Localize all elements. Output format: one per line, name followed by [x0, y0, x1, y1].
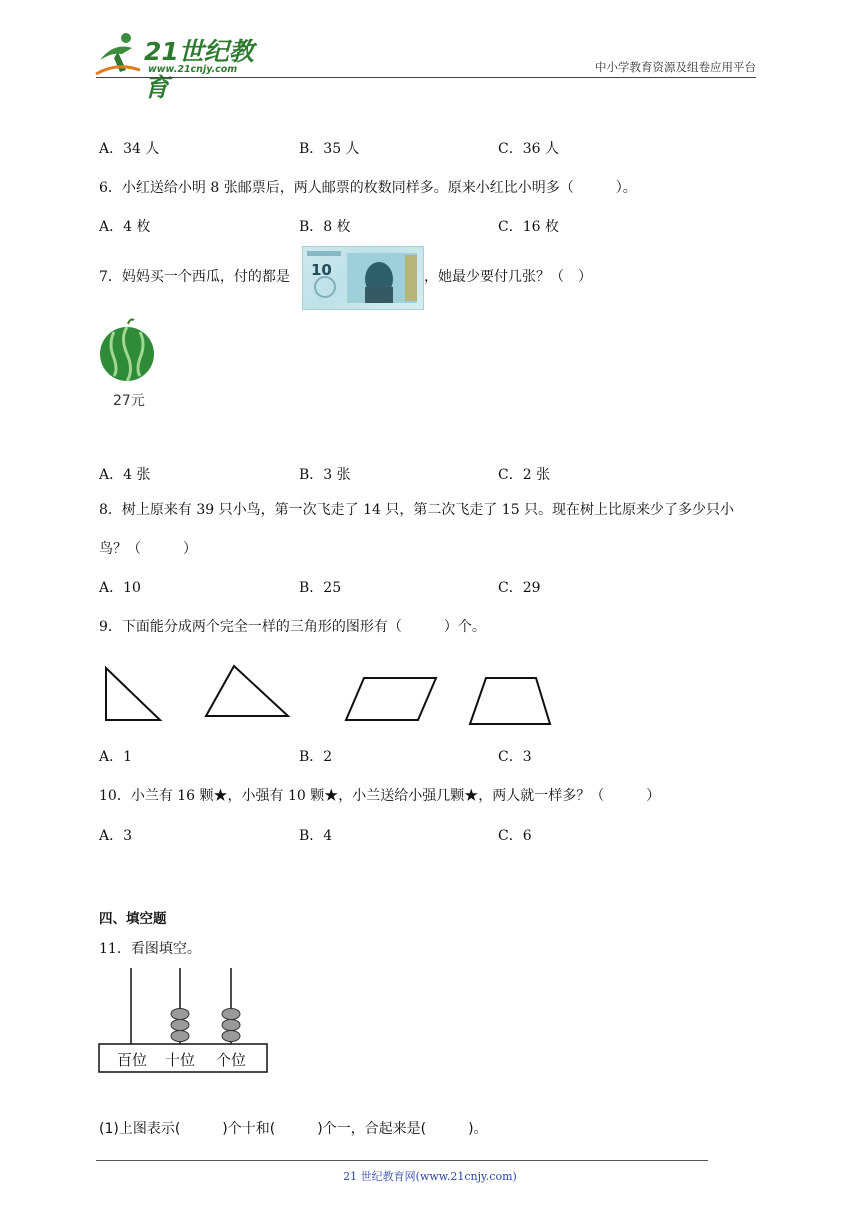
- q9-stem: 9．下面能分成两个完全一样的三角形的图形有（ ）个。: [99, 619, 486, 635]
- q7-option-a: A．4 张: [99, 467, 151, 483]
- abacus-bead-tens: [171, 1031, 189, 1042]
- trapezoid-shape: [470, 678, 550, 724]
- abacus-label-tens: 十位: [165, 1051, 196, 1069]
- banknote-image: [302, 246, 424, 310]
- footer-text: 21 世纪教育网(www.21cnjy.com): [343, 1170, 517, 1183]
- header-platform-text: 中小学教育资源及组卷应用平台: [595, 60, 756, 74]
- q8-stem-line1: 8．树上原来有 39 只小鸟，第一次飞走了 14 只，第二次飞走了 15 只。现在树上比原来少了多少只小: [99, 502, 735, 518]
- q8-stem-line2: 鸟？（ ）: [99, 541, 197, 557]
- watermelon-icon: [98, 318, 158, 386]
- watermelon-price: 27元: [113, 393, 145, 409]
- section-title: 四、填空题: [99, 911, 167, 927]
- logo-title: 21世纪教育: [144, 37, 254, 102]
- banknote-value: 10: [311, 261, 332, 279]
- footer-divider: [96, 1160, 708, 1161]
- q8-option-b: B．25: [299, 580, 342, 596]
- logo-url: www.21cnjy.com: [148, 64, 238, 75]
- right-triangle-shape: [106, 668, 160, 720]
- q6-option-b: B．8 枚: [299, 219, 351, 235]
- parallelogram-shape: [346, 678, 436, 720]
- q6-option-c: C．16 枚: [498, 219, 559, 235]
- q11-stem: 11．看图填空。: [99, 941, 201, 957]
- site-logo: [92, 30, 262, 102]
- q10-option-a: A．3: [99, 828, 133, 844]
- q5-option-b: B．35 人: [299, 141, 360, 157]
- q8-option-c: C．29: [498, 580, 541, 596]
- abacus-bead-ones: [222, 1031, 240, 1042]
- abacus-label-ones: 个位: [216, 1051, 247, 1069]
- q10-option-b: B．4: [299, 828, 333, 844]
- q8-option-a: A．10: [99, 580, 141, 596]
- q5-option-a: A．34 人: [99, 141, 160, 157]
- q9-option-b: B．2: [299, 749, 333, 765]
- abacus-label-hundreds: 百位: [117, 1051, 148, 1069]
- q5-option-c: C．36 人: [498, 141, 559, 157]
- q7-stem-before: 7．妈妈买一个西瓜，付的都是: [99, 269, 290, 285]
- abacus-bead-ones: [222, 1009, 240, 1020]
- q6-stem: 6．小红送给小明 8 张邮票后，两人邮票的枚数同样多。原来小红比小明多（ ）。: [99, 180, 637, 196]
- q9-option-a: A．1: [99, 749, 133, 765]
- q7-stem-after: ，她最少要付几张？（ ）: [424, 269, 592, 285]
- q10-option-c: C．6: [498, 828, 532, 844]
- shapes-figure: [100, 658, 570, 728]
- header-divider: [96, 77, 756, 78]
- abacus-bead-tens: [171, 1020, 189, 1031]
- q7-option-b: B．3 张: [299, 467, 351, 483]
- runner-logo-icon: [92, 30, 142, 78]
- abacus-bead-tens: [171, 1009, 189, 1020]
- q7-option-c: C．2 张: [498, 467, 551, 483]
- q11-sub1: (1)上图表示( )个十和( )个一，合起来是( )。: [99, 1121, 488, 1137]
- abacus-bead-ones: [222, 1020, 240, 1031]
- q10-stem: 10．小兰有 16 颗★，小强有 10 颗★，小兰送给小强几颗★，两人就一样多？（ ）: [99, 788, 661, 804]
- q6-option-a: A．4 枚: [99, 219, 151, 235]
- triangle-shape: [206, 666, 288, 716]
- q9-option-c: C．3: [498, 749, 532, 765]
